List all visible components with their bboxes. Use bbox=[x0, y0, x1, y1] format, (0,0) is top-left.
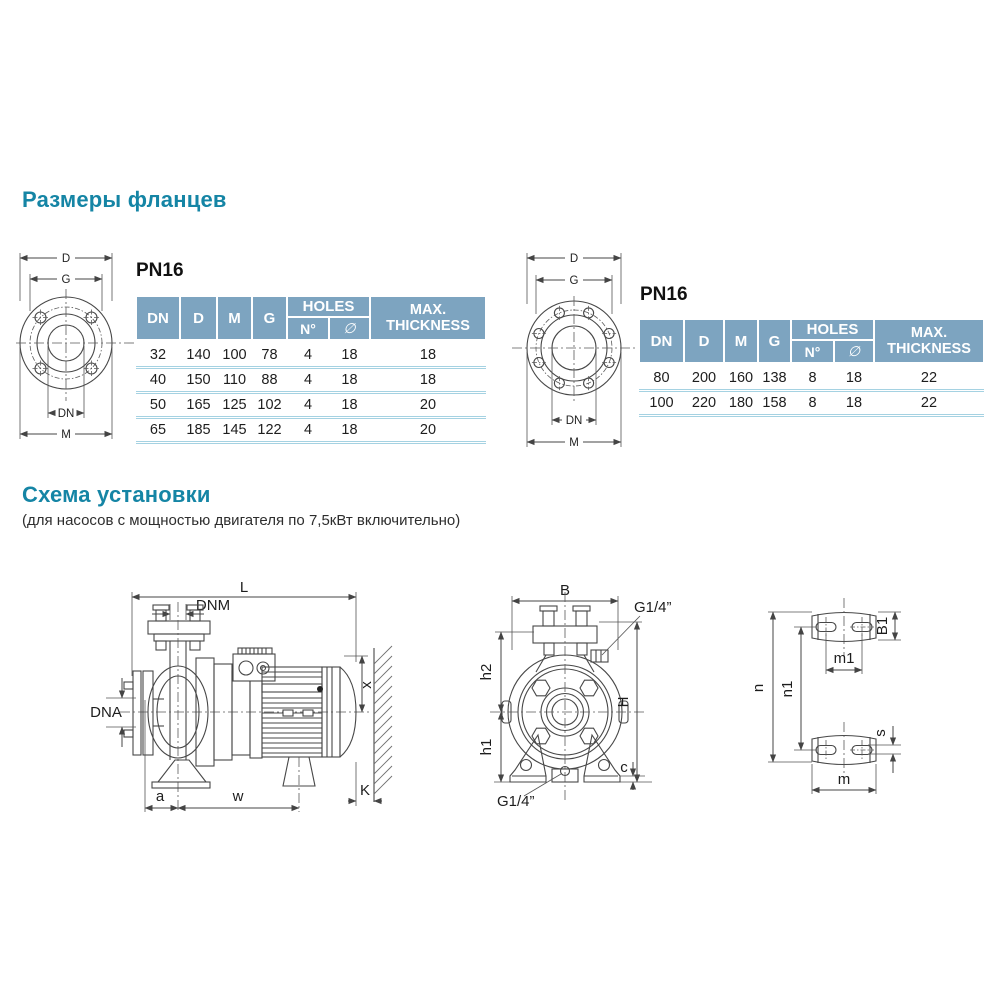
cell: 180 bbox=[724, 391, 758, 416]
cell: 18 bbox=[834, 363, 874, 391]
flange1-label-m: M bbox=[61, 429, 71, 441]
cell: 150 bbox=[180, 368, 217, 393]
wall-hatching bbox=[374, 646, 392, 794]
section-subtitle-installation: (для насосов с мощностью двигателя по 7,5кВт включительно) bbox=[22, 512, 461, 529]
dim-label-g14-bottom: G1/4” bbox=[497, 793, 535, 810]
cell: 185 bbox=[180, 418, 217, 443]
table1-pn-label: PN16 bbox=[136, 260, 184, 281]
pump-front-view-drawing bbox=[478, 582, 672, 810]
t2-header-holes: HOLES bbox=[791, 319, 874, 340]
flange-table-1 bbox=[135, 295, 487, 444]
dim-label-dna: DNA bbox=[90, 704, 122, 721]
cell: 18 bbox=[370, 340, 486, 368]
cell: 138 bbox=[758, 363, 791, 391]
cell: 80 bbox=[639, 363, 684, 391]
flange2-label-d: D bbox=[569, 253, 579, 265]
cell: 4 bbox=[287, 393, 329, 418]
dim-label-l: L bbox=[239, 579, 249, 596]
t2-header-max-thickness bbox=[874, 319, 984, 363]
t1-header-max-thickness bbox=[370, 296, 486, 340]
flange1-label-dn: DN bbox=[57, 408, 75, 420]
flange-diagram-8-hole bbox=[508, 248, 642, 454]
table2-pn-label: PN16 bbox=[640, 284, 688, 305]
installation-drawings bbox=[0, 548, 1000, 848]
table-row bbox=[136, 393, 486, 418]
cell: 8 bbox=[791, 363, 834, 391]
t1-header-max-line2: THICKNESS bbox=[386, 318, 470, 334]
dim-label-c: c bbox=[620, 759, 628, 776]
dim-label-a: a bbox=[155, 788, 165, 805]
table-row bbox=[639, 391, 984, 416]
cell: 18 bbox=[329, 418, 370, 443]
cell: 165 bbox=[180, 393, 217, 418]
flange1-label-g: G bbox=[61, 274, 71, 286]
t1-header-g: G bbox=[252, 296, 287, 340]
cell: 22 bbox=[874, 391, 984, 416]
cell: 100 bbox=[639, 391, 684, 416]
cell: 18 bbox=[329, 393, 370, 418]
cell: 78 bbox=[252, 340, 287, 368]
cell: 18 bbox=[329, 368, 370, 393]
cell: 4 bbox=[287, 368, 329, 393]
cell: 32 bbox=[136, 340, 180, 368]
dim-label-k: K bbox=[359, 782, 371, 799]
t1-header-m: M bbox=[217, 296, 252, 340]
t1-header-holes: HOLES bbox=[287, 296, 370, 317]
t1-header-max-line1: MAX. bbox=[409, 301, 447, 318]
flange1-label-d: D bbox=[61, 253, 71, 265]
cell: 110 bbox=[217, 368, 252, 393]
cell: 4 bbox=[287, 340, 329, 368]
cell: 102 bbox=[252, 393, 287, 418]
dim-label-x: x bbox=[358, 681, 375, 689]
cell: 8 bbox=[791, 391, 834, 416]
t1-header-holes-dia: ∅ bbox=[329, 317, 370, 340]
t2-header-max-line1: MAX. bbox=[910, 324, 948, 341]
dim-label-dnm: DNM bbox=[195, 597, 231, 614]
t2-header-holes-dia: ∅ bbox=[834, 340, 874, 363]
dim-label-g14-top: G1/4” bbox=[634, 599, 672, 616]
cell: 18 bbox=[329, 340, 370, 368]
section-title-installation: Схема установки bbox=[22, 482, 211, 507]
cell: 220 bbox=[684, 391, 724, 416]
dim-label-n1: n1 bbox=[779, 680, 796, 698]
table-row bbox=[639, 363, 984, 391]
cell: 200 bbox=[684, 363, 724, 391]
motor-dot bbox=[317, 686, 323, 692]
dim-label-w: w bbox=[232, 788, 244, 805]
dim-label-b1: B1 bbox=[874, 616, 891, 636]
t2-header-holes-n: N° bbox=[791, 340, 834, 363]
t2-header-max-line2: THICKNESS bbox=[887, 341, 971, 357]
table-row bbox=[136, 418, 486, 443]
flange-table-2 bbox=[638, 318, 985, 417]
cell: 88 bbox=[252, 368, 287, 393]
cell: 65 bbox=[136, 418, 180, 443]
flange-diagram-4-hole bbox=[14, 243, 138, 449]
cell: 40 bbox=[136, 368, 180, 393]
dim-label-b: B bbox=[559, 582, 571, 599]
dim-label-n: n bbox=[750, 683, 767, 693]
t1-header-d: D bbox=[180, 296, 217, 340]
dim-label-m1: m1 bbox=[833, 650, 855, 667]
flange1-drawing bbox=[16, 253, 136, 441]
cell: 125 bbox=[217, 393, 252, 418]
cell: 160 bbox=[724, 363, 758, 391]
t2-header-dn: DN bbox=[639, 319, 684, 363]
flange2-label-g: G bbox=[569, 275, 579, 287]
cell: 18 bbox=[834, 391, 874, 416]
pump-feet-plan-drawing bbox=[750, 598, 901, 794]
cell: 122 bbox=[252, 418, 287, 443]
table-row bbox=[136, 340, 486, 368]
cell: 22 bbox=[874, 363, 984, 391]
t2-header-g: G bbox=[758, 319, 791, 363]
section-title-flange-dimensions: Размеры фланцев bbox=[22, 187, 227, 212]
t2-header-d: D bbox=[684, 319, 724, 363]
flange2-label-m: M bbox=[569, 437, 579, 449]
cell: 145 bbox=[217, 418, 252, 443]
cell: 20 bbox=[370, 393, 486, 418]
dim-label-h1: h1 bbox=[478, 738, 495, 756]
cell: 18 bbox=[370, 368, 486, 393]
table-row bbox=[136, 368, 486, 393]
cell: 20 bbox=[370, 418, 486, 443]
cell: 140 bbox=[180, 340, 217, 368]
t1-header-holes-n: N° bbox=[287, 317, 329, 340]
t1-header-dn: DN bbox=[136, 296, 180, 340]
cell: 50 bbox=[136, 393, 180, 418]
flange2-label-dn: DN bbox=[565, 415, 583, 427]
dim-label-h2: h2 bbox=[478, 663, 495, 681]
flange2-drawing bbox=[512, 253, 638, 449]
cell: 158 bbox=[758, 391, 791, 416]
cell: 100 bbox=[217, 340, 252, 368]
cell: 4 bbox=[287, 418, 329, 443]
dim-label-m: m bbox=[837, 771, 851, 788]
dim-label-h: H bbox=[615, 696, 632, 708]
pump-side-view-drawing bbox=[90, 579, 392, 812]
dim-label-s: s bbox=[872, 729, 889, 737]
t2-header-m: M bbox=[724, 319, 758, 363]
